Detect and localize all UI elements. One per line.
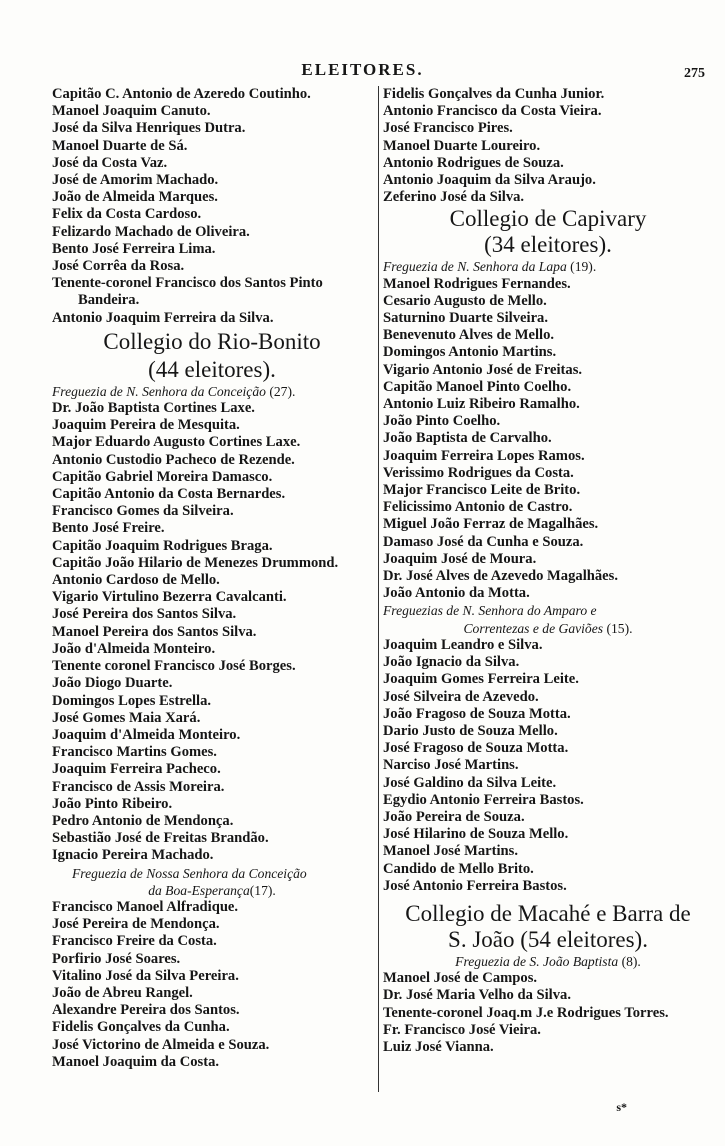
elector-name: José Corrêa da Rosa.: [52, 258, 185, 275]
elector-name: Domingos Lopes Estrella.: [52, 692, 212, 709]
elector-name-continuation: Bandeira.: [78, 292, 140, 309]
elector-name: Zeferino José da Silva.: [383, 189, 525, 206]
college-heading: Collegio de Macahé e Barra de: [405, 900, 691, 926]
elector-name: João Pinto Ribeiro.: [52, 795, 173, 812]
elector-name: Vigario Virtulino Bezerra Cavalcanti.: [52, 589, 287, 606]
elector-name: Antonio Cardoso de Mello.: [52, 572, 220, 589]
elector-name: Bento José Ferreira Lima.: [52, 240, 216, 257]
elector-name: José Galdino da Silva Leite.: [383, 774, 557, 791]
elector-name: José da Silva Henriques Dutra.: [52, 120, 246, 137]
elector-name: José Victorino de Almeida e Souza.: [52, 1036, 270, 1053]
elector-name: Domingos Antonio Martins.: [383, 344, 557, 361]
elector-name: Miguel João Ferraz de Magalhães.: [383, 516, 599, 533]
elector-name: João Pereira de Souza.: [383, 808, 525, 825]
parish-count: (15).: [606, 620, 633, 636]
elector-name: Verissimo Rodrigues da Costa.: [383, 464, 574, 481]
elector-name: Antonio Joaquim Ferreira da Silva.: [52, 309, 274, 326]
elector-name: Capitão Manoel Pinto Coelho.: [383, 378, 572, 395]
elector-name: Manoel Joaquim da Costa.: [52, 1053, 220, 1070]
signature-mark: s*: [616, 1100, 627, 1114]
elector-name: Dr. João Baptista Cortines Laxe.: [52, 400, 255, 417]
parish-heading-continuation: [52, 882, 372, 899]
elector-name: João Fragoso de Souza Motta.: [383, 705, 571, 722]
elector-name: José de Amorim Machado.: [52, 172, 219, 189]
elector-name: Major Francisco Leite de Brito.: [383, 482, 581, 499]
elector-name: Antonio Rodrigues de Souza.: [383, 154, 564, 171]
college-elector-count: (34 eleitores).: [484, 232, 612, 258]
elector-name: Saturnino Duarte Silveira.: [383, 310, 548, 327]
elector-name: Fidelis Gonçalves da Cunha.: [52, 1019, 230, 1036]
elector-name: Candido de Mello Brito.: [383, 860, 534, 877]
elector-name: Felicissimo Antonio de Castro.: [383, 499, 573, 516]
elector-name: Capitão Gabriel Moreira Damasco.: [52, 468, 273, 485]
parish-name: Freguezia de N. Senhora da Lapa: [383, 259, 567, 275]
parish-count: (8).: [621, 953, 641, 969]
elector-name: José Antonio Ferreira Bastos.: [383, 877, 567, 894]
elector-name: Joaquim d'Almeida Monteiro.: [52, 726, 241, 743]
elector-name: Joaquim Gomes Ferreira Leite.: [383, 671, 579, 688]
elector-name: Antonio Luiz Ribeiro Ramalho.: [383, 396, 580, 413]
elector-name: José Fragoso de Souza Motta.: [383, 740, 569, 757]
elector-name: José Gomes Maia Xará.: [52, 709, 201, 726]
elector-name: Antonio Custodio Pacheco de Rezende.: [52, 451, 295, 468]
page-title: ELEITORES.: [301, 60, 424, 79]
elector-name: Capitão Joaquim Rodrigues Braga.: [52, 537, 273, 554]
elector-name: Manoel José de Campos.: [383, 970, 538, 987]
elector-name: Dario Justo de Souza Mello.: [383, 722, 558, 739]
elector-name: Vigario Antonio José de Freitas.: [383, 361, 583, 378]
right-column: [378, 86, 713, 1092]
elector-name: Benevenuto Alves de Mello.: [383, 327, 555, 344]
elector-name: Porfirio José Soares.: [52, 950, 181, 967]
left-column: [52, 86, 372, 1071]
elector-name: José Francisco Pires.: [383, 120, 513, 137]
elector-name: Tenente coronel Francisco José Borges.: [52, 658, 296, 675]
college-elector-count: (44 eleitores).: [148, 356, 276, 382]
parish-name: Freguezia de S. João Baptista: [455, 953, 619, 969]
elector-name: Bento José Freire.: [52, 520, 165, 537]
elector-name: Joaquim Ferreira Lopes Ramos.: [383, 447, 585, 464]
elector-name: Joaquim Ferreira Pacheco.: [52, 761, 221, 778]
elector-name: Narciso José Martins.: [383, 757, 519, 774]
elector-name: João de Almeida Marques.: [52, 189, 218, 206]
elector-name: Fidelis Gonçalves da Cunha Junior.: [383, 86, 605, 102]
elector-name: João Baptista de Carvalho.: [383, 430, 552, 447]
elector-name: Felix da Costa Cardoso.: [52, 206, 202, 223]
elector-name: Capitão Antonio da Costa Bernardes.: [52, 486, 286, 503]
college-heading: Collegio de Capivary: [449, 206, 647, 232]
elector-name: Francisco Freire da Costa.: [52, 933, 217, 950]
elector-name: Dr. José Maria Velho da Silva.: [383, 987, 571, 1004]
elector-name: Fr. Francisco José Vieira.: [383, 1021, 541, 1038]
elector-name: João d'Almeida Monteiro.: [52, 640, 216, 657]
elector-name: Francisco de Assis Moreira.: [52, 778, 225, 795]
elector-name: Manoel Duarte Loureiro.: [383, 137, 541, 154]
college-heading: Collegio do Rio-Bonito: [103, 328, 321, 354]
elector-name: Egydio Antonio Ferreira Bastos.: [383, 791, 584, 808]
elector-name: Tenente-coronel Joaq.m J.e Rodrigues Torres.: [383, 1004, 669, 1021]
elector-name: Ignacio Pereira Machado.: [52, 847, 214, 864]
elector-name: Vitalino José da Silva Pereira.: [52, 967, 239, 984]
elector-name: Cesario Augusto de Mello.: [383, 292, 547, 309]
elector-name: Pedro Antonio de Mendonça.: [52, 812, 234, 829]
parish-name: Correntezas e de Gaviões: [463, 620, 604, 636]
elector-name: João Pinto Coelho.: [383, 413, 501, 430]
elector-name: José Silveira de Azevedo.: [383, 688, 539, 705]
elector-name: Manoel Rodrigues Fernandes.: [383, 275, 571, 292]
elector-name: Manoel Duarte de Sá.: [52, 137, 188, 154]
elector-name: Joaquim Pereira de Mesquita.: [52, 417, 240, 434]
parish-heading: [52, 383, 372, 400]
elector-name: José Pereira de Mendonça.: [52, 916, 220, 933]
elector-name: José Pereira dos Santos Silva.: [52, 606, 237, 623]
elector-name: Joaquim José de Moura.: [383, 550, 537, 567]
elector-name: João Antonio da Motta.: [383, 585, 530, 602]
elector-name: João de Abreu Rangel.: [52, 984, 193, 1001]
parish-heading-continuation: [383, 620, 713, 637]
parish-count: (27).: [269, 383, 296, 399]
elector-name: Francisco Martins Gomes.: [52, 744, 217, 761]
parish-count: (17).: [249, 882, 276, 898]
parish-heading: [383, 258, 713, 275]
elector-name: Capitão C. Antonio de Azeredo Coutinho.: [52, 86, 311, 102]
elector-name: Luiz José Vianna.: [383, 1038, 494, 1055]
elector-name: Joaquim Leandro e Silva.: [383, 636, 543, 653]
parish-count: (19).: [570, 259, 597, 275]
parish-heading: Freguezias de N. Senhora do Amparo e: [383, 603, 597, 619]
elector-name: Major Eduardo Augusto Cortines Laxe.: [52, 434, 301, 451]
elector-name: José da Costa Vaz.: [52, 154, 168, 171]
elector-name: João Ignacio da Silva.: [383, 654, 520, 671]
elector-name: Alexandre Pereira dos Santos.: [52, 1002, 240, 1019]
elector-name: Sebastião José de Freitas Brandão.: [52, 830, 269, 847]
elector-name: Antonio Francisco da Costa Vieira.: [383, 103, 602, 120]
elector-name: João Diogo Duarte.: [52, 675, 173, 692]
elector-name: Francisco Manoel Alfradique.: [52, 898, 239, 915]
elector-name: Damaso José da Cunha e Souza.: [383, 533, 584, 550]
elector-name: Capitão João Hilario de Menezes Drummond.: [52, 554, 339, 571]
elector-name: Francisco Gomes da Silveira.: [52, 503, 234, 520]
elector-name: Manoel Joaquim Canuto.: [52, 103, 211, 120]
elector-name: Manoel Pereira dos Santos Silva.: [52, 623, 257, 640]
elector-name: Manoel José Martins.: [383, 843, 518, 860]
parish-name: da Boa-Esperança: [148, 882, 250, 898]
elector-name: Antonio Joaquim da Silva Araujo.: [383, 172, 596, 189]
elector-name: Felizardo Machado de Oliveira.: [52, 223, 250, 240]
elector-name: Tenente-coronel Francisco dos Santos Pinto: [52, 275, 323, 292]
page-number: 275: [684, 66, 705, 81]
elector-name: José Hilarino de Souza Mello.: [383, 826, 569, 843]
college-heading-continuation: S. João (54 eleitores).: [448, 926, 648, 952]
elector-name: Dr. José Alves de Azevedo Magalhães.: [383, 568, 618, 585]
parish-name: Freguezia de N. Senhora da Conceição: [52, 383, 266, 399]
parish-heading: [383, 953, 713, 970]
parish-heading: Freguezia de Nossa Senhora da Conceição: [72, 865, 307, 881]
